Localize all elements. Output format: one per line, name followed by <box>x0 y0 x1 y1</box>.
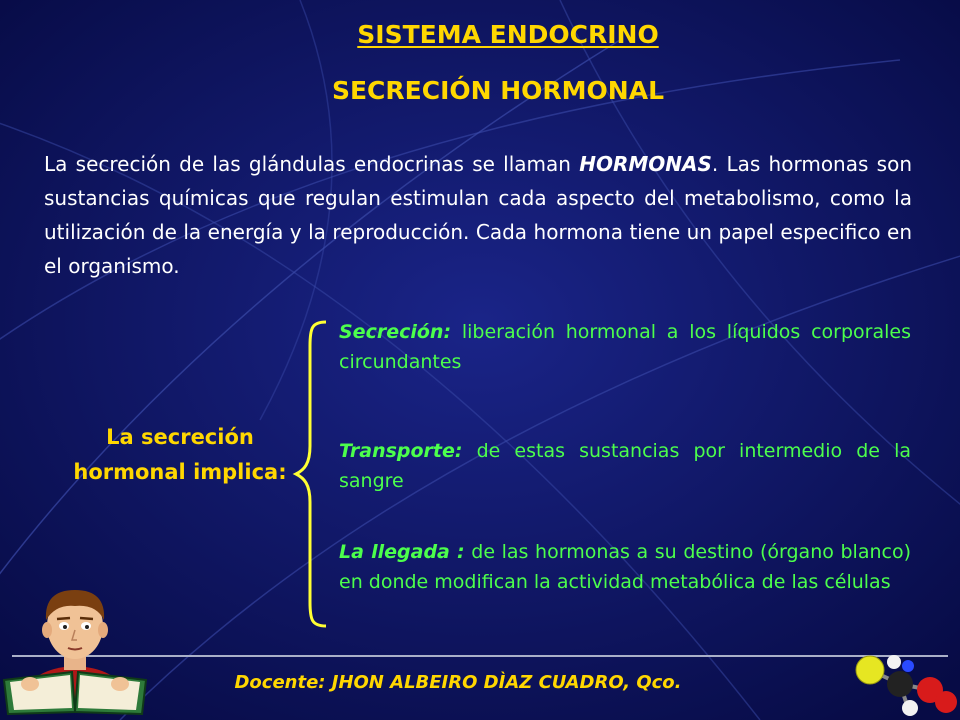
list-item-transporte <box>339 436 911 496</box>
intro-paragraph <box>44 147 912 283</box>
list-item-llegada <box>339 537 911 597</box>
footer-credit: Docente: JHON ALBEIRO DÌAZ CUADRO, Qco. <box>234 672 682 693</box>
item-term: Transporte: <box>339 440 463 462</box>
implies-label: La secreción hormonal implica: <box>73 425 287 484</box>
slide-title: SISTEMA ENDOCRINO <box>357 20 659 49</box>
list-item-secrecion <box>339 317 911 377</box>
intro-text-start: La secreción de las glándulas endocrinas se llaman <box>44 152 580 176</box>
item-text: de estas sustancias por intermedio de la sangre <box>339 440 911 492</box>
item-term: Secreción: <box>339 321 452 343</box>
molecule-model-icon <box>848 650 958 720</box>
intro-emphasis: HORMONAS <box>579 152 712 176</box>
curly-brace-icon <box>290 318 340 630</box>
item-text: de las hormonas a su destino (órgano blanco) en donde modifican la actividad metabólica de las células <box>339 541 911 593</box>
slide-subtitle: SECRECIÓN HORMONAL <box>331 76 665 105</box>
intro-text-end: . Las hormonas son sustancias químicas que regulan estimulan cada aspecto del metabolismo, como la utilización de la energía y la reproducción. Cada hormona tiene un papel especifico en el organismo. <box>44 152 912 278</box>
item-term: La llegada : <box>339 541 465 563</box>
item-text: liberación hormonal a los líquidos corporales circundantes <box>339 321 911 373</box>
footer-divider <box>12 655 948 657</box>
teacher-reading-book-icon <box>0 580 150 715</box>
